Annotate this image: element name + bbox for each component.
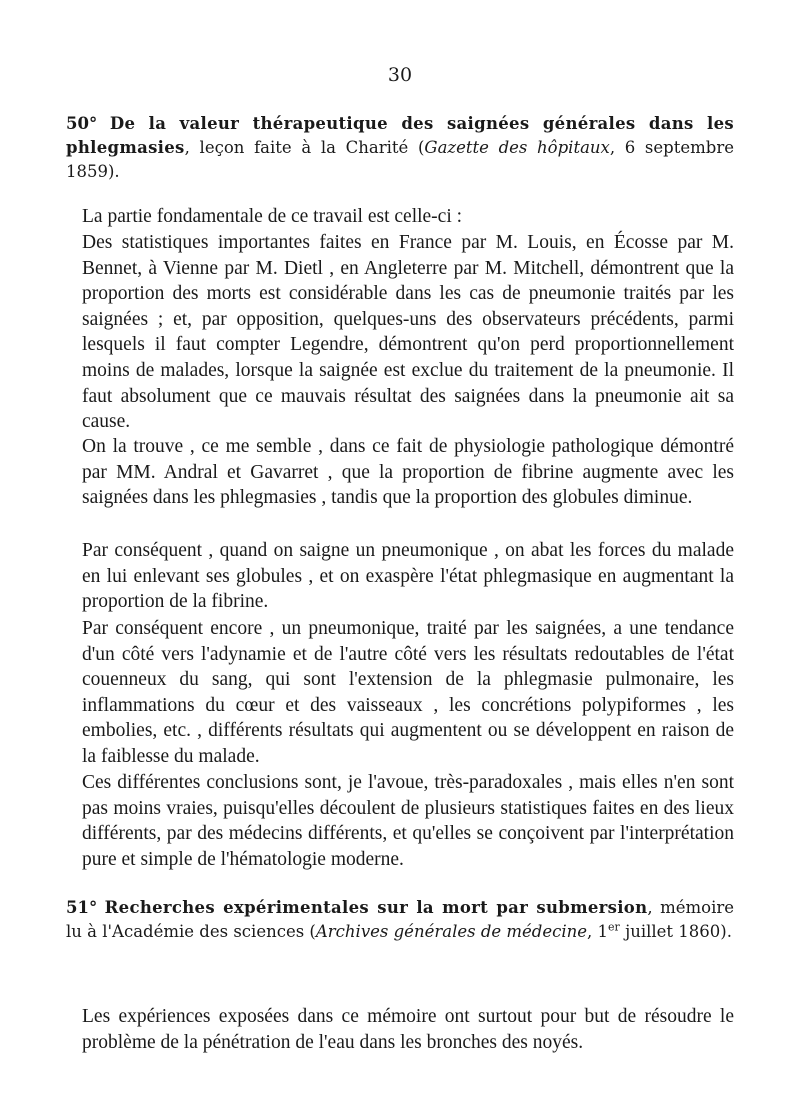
entry-date-suffix: juillet 1860). <box>619 922 732 941</box>
entry-date-superscript: er <box>608 920 620 934</box>
entry-51 <box>66 896 734 944</box>
paragraph-text: On la trouve , ce me semble , dans ce fait de physiologie pathologique démontré par MM. Andral et Gavarret , que la proportion de fibrine augmente avec les saignées dans les phlegmasies , tandis que la proportion des globules diminue. <box>82 436 734 509</box>
paragraph-text: Les expériences exposées dans ce mémoire ont surtout pour but de résoudre le problème de la pénétration de l'eau dans les bronches des noyés. <box>82 1006 734 1053</box>
paragraph <box>82 230 734 435</box>
paragraph <box>82 538 734 615</box>
entry-citation: Gazette des hôpitaux <box>424 138 610 157</box>
page-number: 30 <box>387 64 413 86</box>
paragraph: La partie fondamentale de ce travail est celle-ci : <box>82 206 463 227</box>
entry-number: 50° <box>66 114 98 133</box>
entry-50 <box>66 112 734 184</box>
paragraph <box>82 434 734 511</box>
paragraph-text: Par conséquent , quand on saigne un pneumonique , on abat les forces du malade en lui enlevant ses globules , et on exaspère l'état phlegmasique en augmentant la proportion de la fibrine. <box>82 540 734 613</box>
entry-number: 51° <box>66 898 98 917</box>
entry-citation: Archives générales de médecine <box>315 922 588 941</box>
paragraph-text: Des statistiques importantes faites en France par M. Louis, en Écosse par M. Bennet, à Vienne par M. Dietl , en Angleterre par M. Mitchell, démontrent que la proportion des morts est considérable dans les cas de pneumonie traités par les saignées ; et, par opposition, quelques-uns des observateurs précédents, parmi lesquels il faut compter Legendre, démontrent qu'on perd proportionnellement moins de malades, lorsque la saignée est exclue du traitement de la pneumonie. Il faut absolument que ce mauvais résultat des saignées dans la pneumonie ait sa cause. <box>82 232 734 433</box>
entry-description: , leçon faite à la Charité ( <box>184 138 425 157</box>
entry-date: , 6 septembre 1859). <box>66 138 734 181</box>
closing-paragraph <box>82 1004 734 1055</box>
entry-title: Recherches expérimentales sur la mort par submersion <box>104 898 648 917</box>
entry-date-prefix: , 1 <box>587 922 609 941</box>
entry-title: De la valeur thérapeutique des saignées générales dans les phlegmasies <box>66 114 734 157</box>
paragraph-text: Par conséquent encore , un pneumonique, traité par les saignées, a une tendance d'un côté vers l'adynamie et de l'autre côté vers les résultats redoutables de l'état couenneux du sang, qui sont l'extension de la phlegmasie pulmonaire, les inflammations du cœur et des vaisseaux , les concrétions polypiformes , les embolies, etc. , différents résultats qui augmentent ou se développent en raison de la faiblesse du malade. <box>82 618 734 767</box>
paragraph-text: Ces différentes conclusions sont, je l'avoue, très-paradoxales , mais elles n'en sont pas moins vraies, puisqu'elles découlent de plusieurs statistiques faites en des lieux différents, par des médecins différents, et qu'elles se conçoivent par l'interprétation pure et simple de l'hématologie moderne. <box>82 772 734 870</box>
paragraph <box>82 770 734 872</box>
paragraph <box>82 616 734 770</box>
entry-description: , mémoire lu à l'Académie des sciences ( <box>66 898 734 941</box>
